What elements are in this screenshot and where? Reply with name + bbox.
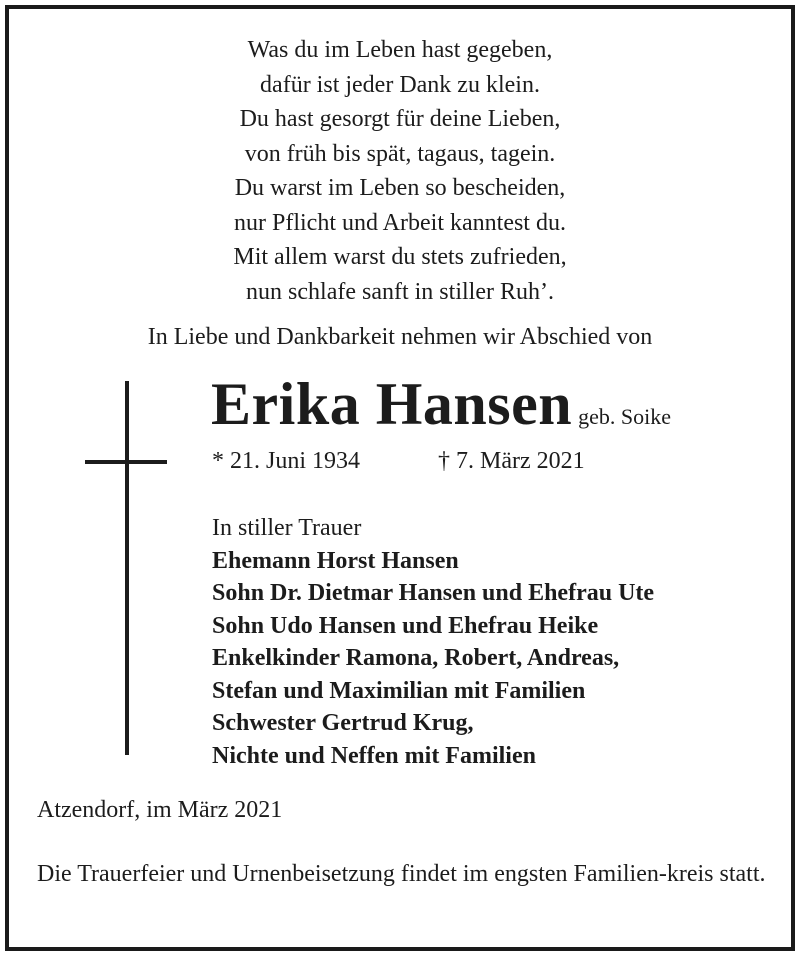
deceased-name-row [211, 369, 671, 439]
poem-line: Du hast gesorgt für deine Lieben, [239, 106, 561, 132]
obituary-notice [5, 5, 795, 951]
life-dates [212, 446, 585, 476]
mourner-line: Ehemann Horst Hansen [212, 547, 459, 574]
place-date: Atzendorf, im März 2021 [37, 797, 283, 823]
poem-line: Mit allem warst du stets zufrieden, [233, 244, 567, 270]
death-date: † 7. März 2021 [438, 448, 585, 474]
mourner-line: Nichte und Neffen mit Familien [212, 742, 536, 769]
mourning-heading: In stiller Trauer [212, 515, 362, 541]
cross-bar [85, 460, 167, 464]
poem-line: Du warst im Leben so bescheiden, [234, 175, 566, 201]
birth-date: * 21. Juni 1934 [212, 448, 361, 474]
mourner-line: Stefan und Maximilian mit Familien [212, 677, 586, 704]
poem-line: Was du im Leben hast gegeben, [247, 37, 553, 63]
poem-line: von früh bis spät, tagaus, tagein. [244, 140, 556, 167]
mourner-line: Schwester Gertrud Krug, [212, 710, 474, 736]
mourner-line: Enkelkinder Ramona, Robert, Andreas, [212, 645, 620, 671]
poem-line: nun schlafe sanft in stiller Ruh’. [246, 278, 554, 305]
mourners-block [212, 512, 654, 772]
farewell-intro: In Liebe und Dankbarkeit nehmen wir Abschied von [147, 324, 653, 350]
birth-name: geb. Soike [578, 404, 671, 429]
cross-icon [125, 381, 129, 755]
poem [9, 33, 791, 309]
poem-line: dafür ist jeder Dank zu klein. [260, 71, 540, 98]
mourner-line: Sohn Udo Hansen und Ehefrau Heike [212, 612, 599, 639]
poem-line: nur Pflicht und Arbeit kanntest du. [234, 209, 566, 236]
mourner-line: Sohn Dr. Dietmar Hansen und Ehefrau Ute [212, 580, 655, 606]
deceased-name: Erika Hansen [211, 371, 573, 437]
funeral-notice: Die Trauerfeier und Urnenbeisetzung findet im engsten Familien-kreis statt. [37, 861, 766, 887]
